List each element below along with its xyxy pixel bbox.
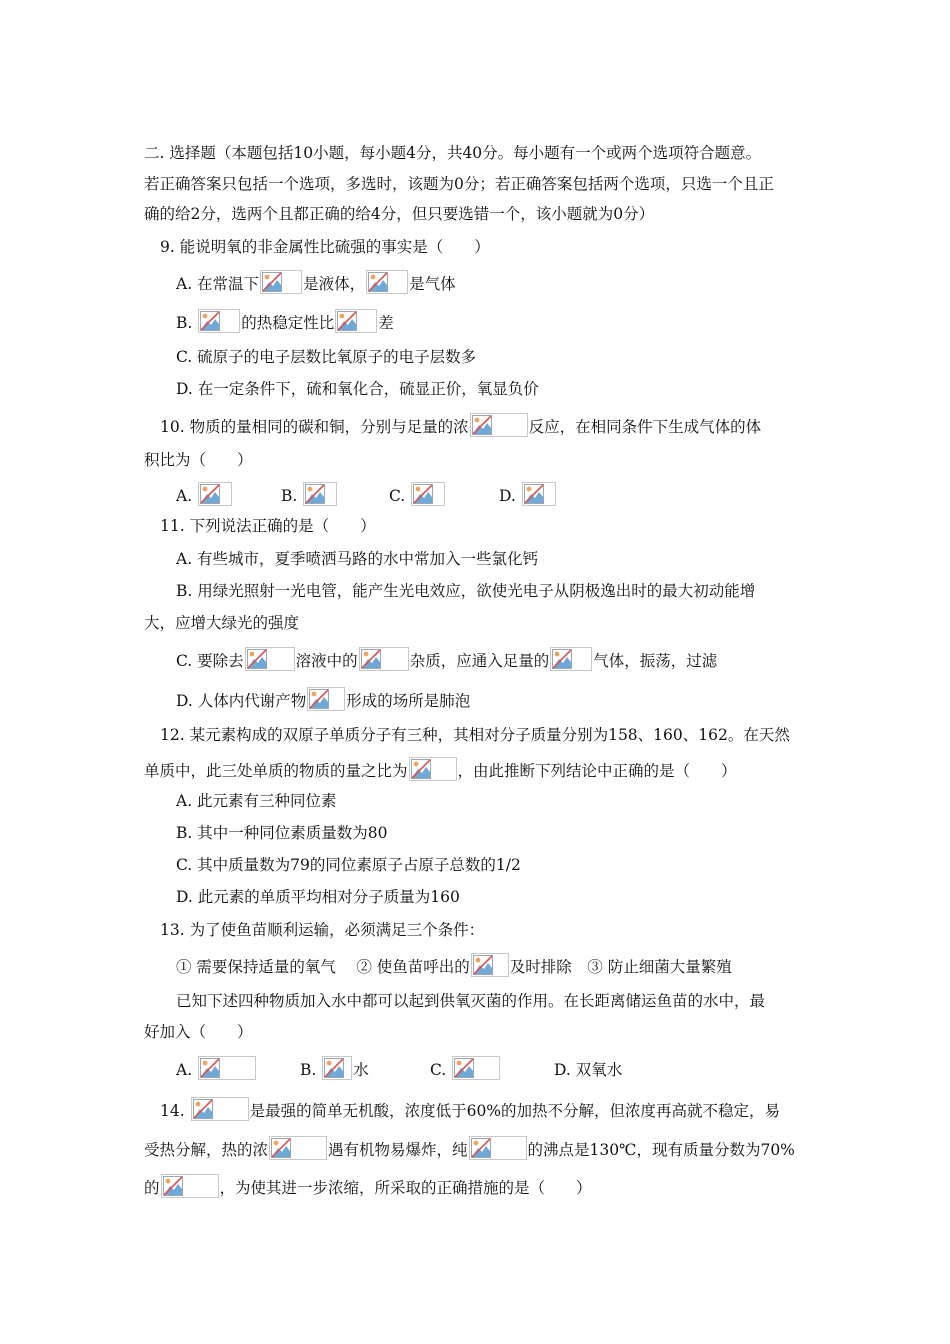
question-9-stem: 9. 能说明氧的非金属性比硫强的事实是（ ） (160, 238, 490, 256)
question-9-option-c: C. 硫原子的电子层数比氧原子的电子层数多 (176, 348, 477, 366)
question-11-option-b-line-1: B. 用绿光照射一光电管，能产生光电效应，欲使光电子从阴极逸出时的最大初动能增 (176, 582, 756, 600)
broken-image-icon (471, 953, 509, 977)
option-label: D. (499, 487, 521, 505)
question-12-option-a: A. 此元素有三种同位素 (176, 792, 337, 810)
question-12-option-b: B. 其中一种同位素质量数为80 (176, 824, 388, 842)
option-c (389, 482, 499, 507)
section-instructions-line-2: 若正确答案只包括一个选项，多选时，该题为0分；若正确答案包括两个选项，只选一个且正 (144, 175, 774, 193)
broken-image-icon (359, 647, 409, 671)
question-11-stem: 11. 下列说法正确的是（ ） (160, 517, 376, 535)
option-text: D. 人体内代谢产物 (176, 692, 307, 710)
question-13-stem: 13. 为了使鱼苗顺利运输，必须满足三个条件： (160, 921, 485, 939)
question-14-line-1 (160, 1097, 780, 1122)
question-9-option-a (176, 270, 456, 295)
broken-image-icon (335, 309, 377, 333)
question-13-text-line-2: 好加入（ ） (144, 1023, 253, 1041)
stem-text: 受热分解，热的浓 (144, 1141, 269, 1159)
option-label: C. (430, 1061, 452, 1079)
broken-image-icon (303, 482, 337, 506)
option-a (176, 1056, 300, 1081)
stem-text: 单质中，此三处单质的物质的量之比为 (144, 762, 408, 780)
option-c (430, 1056, 554, 1081)
stem-text: 是最强的简单无机酸，浓度低于60%的加热不分解，但浓度再高就不稳定，易 (249, 1102, 781, 1120)
broken-image-icon (409, 757, 457, 781)
broken-image-icon (469, 1136, 527, 1160)
stem-text: 反应，在相同条件下生成气体的体 (528, 418, 762, 436)
option-text: 的热稳定性比 (241, 314, 335, 332)
stem-text: 10. 物质的量相同的碳和铜，分别与足量的浓 (160, 418, 469, 436)
option-text: 杂质，应通入足量的 (409, 652, 550, 670)
broken-image-icon (198, 1056, 256, 1080)
option-b (300, 1056, 430, 1081)
option-label: C. (389, 487, 411, 505)
question-12-option-d: D. 此元素的单质平均相对分子质量为160 (176, 888, 460, 906)
option-a (176, 482, 281, 507)
stem-text: 的 (144, 1179, 160, 1197)
question-10-options (176, 482, 604, 507)
option-text: C. 要除去 (176, 652, 244, 670)
broken-image-icon (198, 309, 240, 333)
question-11-option-c (176, 647, 717, 672)
stem-text: 的沸点是130℃，现有质量分数为70% (527, 1141, 795, 1159)
broken-image-icon (411, 482, 445, 506)
question-11-option-a: A. 有些城市，夏季喷洒马路的水中常加入一些氯化钙 (176, 550, 539, 568)
question-12-stem-line-2 (144, 757, 737, 782)
question-9-option-b (176, 309, 394, 334)
question-14-line-2 (144, 1136, 795, 1161)
option-d (499, 482, 604, 507)
broken-image-icon (269, 1136, 327, 1160)
question-12-option-c: C. 其中质量数为79的同位素原子占原子总数的1/2 (176, 856, 521, 874)
option-text: 气体，振荡，过滤 (593, 652, 718, 670)
stem-text: ，由此推断下列结论中正确的是（ ） (457, 762, 737, 780)
question-11-option-b-line-2: 大，应增大绿光的强度 (144, 614, 300, 632)
section-instructions-line-3: 确的给2分，选两个且都正确的给4分，但只要选错一个，该小题就为0分） (144, 205, 655, 223)
broken-image-icon (191, 1097, 249, 1121)
question-14-line-3 (144, 1174, 592, 1199)
stem-text: 14. (160, 1102, 190, 1120)
option-label: B. (281, 487, 303, 505)
condition-text: 及时排除 ③ 防止细菌大量繁殖 (509, 958, 732, 976)
broken-image-icon (452, 1056, 500, 1080)
option-text: 是气体 (409, 275, 456, 293)
question-10-stem-line-2: 积比为（ ） (144, 451, 253, 469)
option-text: 是液体， (303, 275, 366, 293)
option-label: A. (176, 487, 198, 505)
broken-image-icon (161, 1174, 219, 1198)
condition-text: ① 需要保持适量的氧气 ② 使鱼苗呼出的 (176, 958, 470, 976)
broken-image-icon (260, 270, 302, 294)
option-text: A. 在常温下 (176, 275, 260, 293)
question-13-options (176, 1056, 674, 1081)
section-instructions-line-1: 二. 选择题（本题包括10小题，每小题4分，共40分。每小题有一个或两个选项符合题意。 (144, 144, 762, 162)
broken-image-icon (322, 1056, 352, 1080)
broken-image-icon (366, 270, 408, 294)
broken-image-icon (245, 647, 295, 671)
option-label: A. (176, 1061, 198, 1079)
question-13-conditions (176, 953, 732, 978)
option-text: 形成的场所是肺泡 (346, 692, 471, 710)
option-label: B. (300, 1061, 322, 1079)
option-d: D. 双氧水 (554, 1061, 623, 1079)
question-9-option-d: D. 在一定条件下，硫和氧化合，硫显正价，氧显负价 (176, 380, 539, 398)
option-text: 差 (378, 314, 394, 332)
broken-image-icon (522, 482, 556, 506)
stem-text: ，为使其进一步浓缩，所采取的正确措施的是（ ） (219, 1179, 592, 1197)
stem-text: 遇有机物易爆炸，纯 (328, 1141, 468, 1159)
broken-image-icon (198, 482, 232, 506)
option-text: 溶液中的 (295, 652, 358, 670)
option-text: B. (176, 314, 198, 332)
broken-image-icon (550, 647, 592, 671)
broken-image-icon (470, 413, 528, 437)
question-13-text-line-1: 已知下述四种物质加入水中都可以起到供氧灭菌的作用。在长距离储运鱼苗的水中，最 (176, 992, 766, 1010)
option-text: 水 (353, 1061, 369, 1079)
question-11-option-d (176, 687, 470, 712)
question-10-stem-line-1 (160, 413, 761, 438)
broken-image-icon (307, 687, 345, 711)
question-12-stem-line-1: 12. 某元素构成的双原子单质分子有三种，其相对分子质量分别为158、160、162。在天然 (160, 726, 790, 744)
option-b (281, 482, 389, 507)
